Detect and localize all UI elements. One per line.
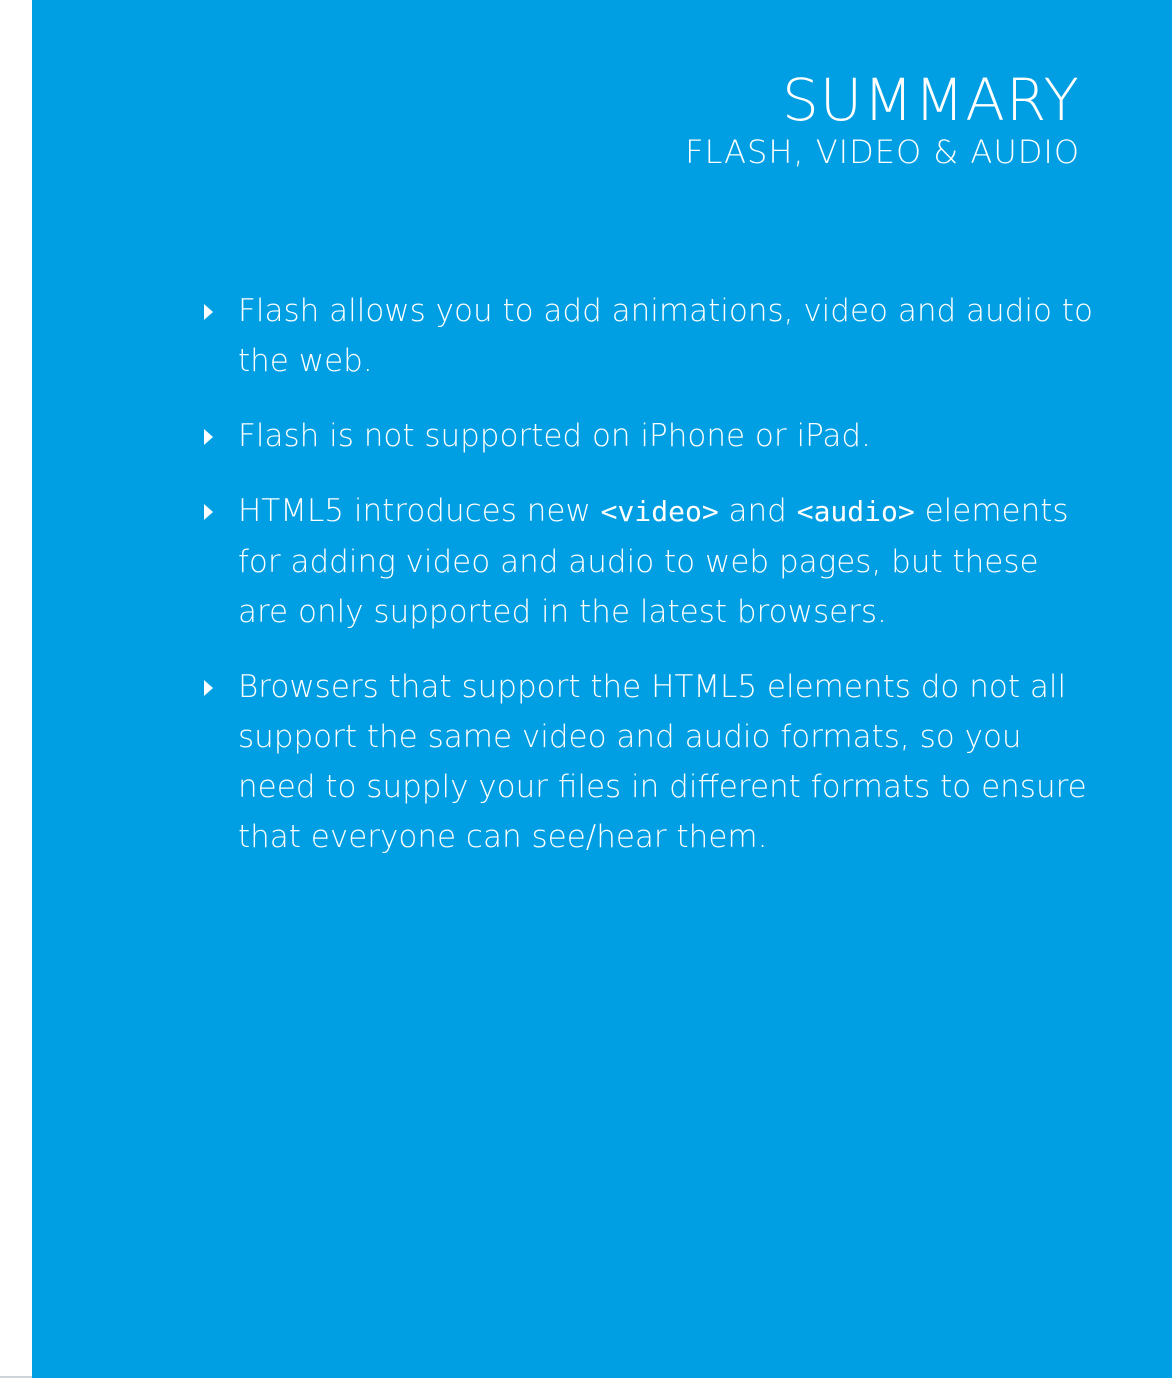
triangle-right-icon <box>204 680 213 696</box>
bullet-item <box>198 662 1098 862</box>
bullet-item <box>198 286 1098 386</box>
bullet-text-middle: and <box>718 493 797 529</box>
page-subtitle: FLASH, VIDEO & AUDIO <box>685 133 1080 171</box>
page-title: SUMMARY <box>781 66 1080 134</box>
triangle-right-icon <box>204 429 213 445</box>
triangle-right-icon <box>204 304 213 320</box>
bullet-item <box>198 486 1098 637</box>
bullet-item <box>198 411 1098 461</box>
bullet-text-after: elements for adding video and audio to web pages, but these are only supported in the latest browsers. <box>238 493 1069 630</box>
bullet-text: Flash allows you to add animations, video and audio to the web. <box>238 293 1093 379</box>
summary-bullet-list <box>198 286 1098 887</box>
bullet-text: Browsers that support the HTML5 elements do not all support the same video and audio formats, so you need to supply your files in different formats to ensure that everyone can see/hear them. <box>238 669 1087 855</box>
code-video-tag: <video> <box>600 495 719 528</box>
bullet-text-before: HTML5 introduces new <box>238 493 601 529</box>
triangle-right-icon <box>204 504 213 520</box>
bullet-text: Flash is not supported on iPhone or iPad. <box>238 418 871 454</box>
summary-heading <box>685 68 1080 172</box>
code-audio-tag: <audio> <box>796 495 915 528</box>
